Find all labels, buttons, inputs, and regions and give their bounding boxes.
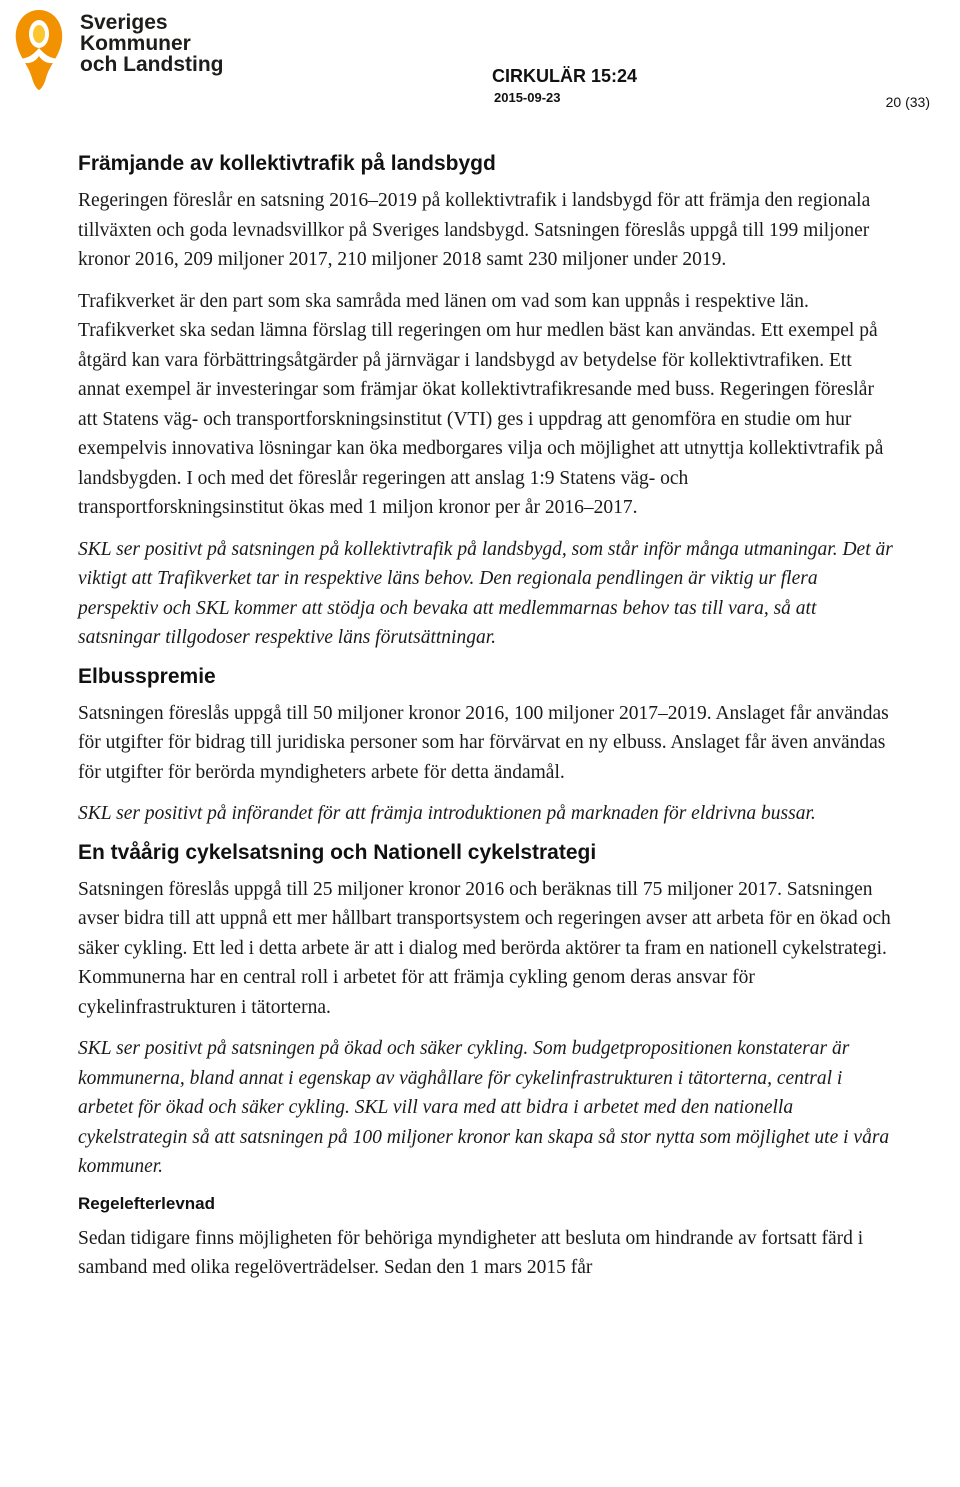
skl-logo — [4, 6, 74, 92]
paragraph: Sedan tidigare finns möjligheten för behöriga myndigheter att besluta om hindrande av fortsatt färd i samband med olika regelöverträdelser. Sedan den 1 mars 2015 får — [78, 1227, 864, 1278]
logo-line-3: och Landsting — [80, 53, 224, 76]
section-heading-elbusspremie: Elbusspremie — [78, 664, 216, 688]
skl-comment: SKL ser positivt på satsningen på kollektivtrafik på landsbygd, som står inför många utmaningar. Det är viktigt att Trafikverket tar in respektive läns behov. Den regionala pendlingen är viktig ur flera perspektiv och SKL kommer att stödja och bevaka att medlemmarnas behov tas till vara, så att satsningar tillgodoser respektive läns förutsättningar. — [78, 538, 893, 648]
logo-line-2: Kommuner — [80, 32, 191, 55]
section-heading-kollektivtrafik: Främjande av kollektivtrafik på landsbygd — [78, 152, 496, 175]
document-body — [78, 146, 893, 1295]
circular-title: CIRKULÄR 15:24 — [492, 66, 638, 86]
skl-comment: SKL ser positivt på införandet för att främja introduktionen på marknaden för eldrivna bussar. — [78, 803, 816, 824]
section-heading-cykelsatsning: En tvåårig cykelsatsning och Nationell cykelstrategi — [78, 840, 597, 864]
page-header — [0, 0, 960, 120]
paragraph: Satsningen föreslås uppgå till 25 miljoner kronor 2016 och beräknas till 75 miljoner 2017. Satsningen avser bidra till att uppnå ett mer hållbart transportsystem och regeringen avser att arbeta för en ökad och säker cykling. Ett led i detta arbete är att i dialog med berörda aktörer ta fram en nationell cykelstrategi. Kommunerna har en central roll i arbetet för att främja cykling genom deras ansvar för cykelinfrastrukturen i tätorterna. — [78, 878, 891, 1018]
section-heading-regelefterlevnad: Regelefterlevnad — [78, 1193, 215, 1213]
logo-line-1: Sveriges — [80, 11, 168, 34]
paragraph: Trafikverket är den part som ska samråda med länen om vad som kan uppnås i respektive län. Trafikverket ska sedan lämna förslag till regeringen om hur medlen bäst kan användas. Ett exempel på åtgärd kan vara förbättringsåtgärder på järnvägar i landsbygd av betydelse för kollektivtrafiken. Ett annat exempel är investeringar som främjar ökat kollektivtrafikresande med buss. Regeringen föreslår att Statens väg- och transportforskningsinstitut (VTI) ges i uppdrag att genomföra en studie om hur exempelvis innovativa lösningar kan öka medborgares vilja och möjlighet att utnyttja kollektivtrafik på landsbygden. I och med det föreslår regeringen att anslag 1:9 Statens väg- och transportforskningsinstitut ökas med 1 miljon kronor per år 2016–2017. — [78, 290, 884, 518]
skl-emblem-icon — [4, 6, 74, 92]
page-number: 20 (33) — [885, 94, 930, 110]
paragraph: Regeringen föreslår en satsning 2016–2019 på kollektivtrafik i landsbygd för att främja den regionala tillväxten och goda levnadsvillkor på Sveriges landsbygd. Satsningen föreslås uppgå till 199 miljoner kronor 2016, 209 miljoner 2017, 210 miljoner 2018 samt 230 miljoner under 2019. — [78, 190, 871, 270]
logo-wordmark — [80, 12, 224, 75]
paragraph: Satsningen föreslås uppgå till 50 miljoner kronor 2016, 100 miljoner 2017–2019. Anslaget får användas för utgifter för bidrag till juridiska personer som har förvärvat en ny elbuss. Anslaget får även användas för utgifter för berörda myndigheters arbete för detta ändamål. — [78, 702, 889, 783]
circular-date: 2015-09-23 — [494, 90, 561, 105]
skl-comment: SKL ser positivt på satsningen på ökad och säker cykling. Som budgetpropositionen konstaterar är kommunerna, bland annat i egenskap av väghållare för cykelinfrastrukturen i tätorterna, central i arbetet för ökad och säker cykling. SKL vill vara med att bidra i arbetet med den nationella cykelstrategin så att satsningen på 100 miljoner kronor kan skapa så stor nytta som möjlighet ute i våra kommuner. — [78, 1038, 890, 1177]
